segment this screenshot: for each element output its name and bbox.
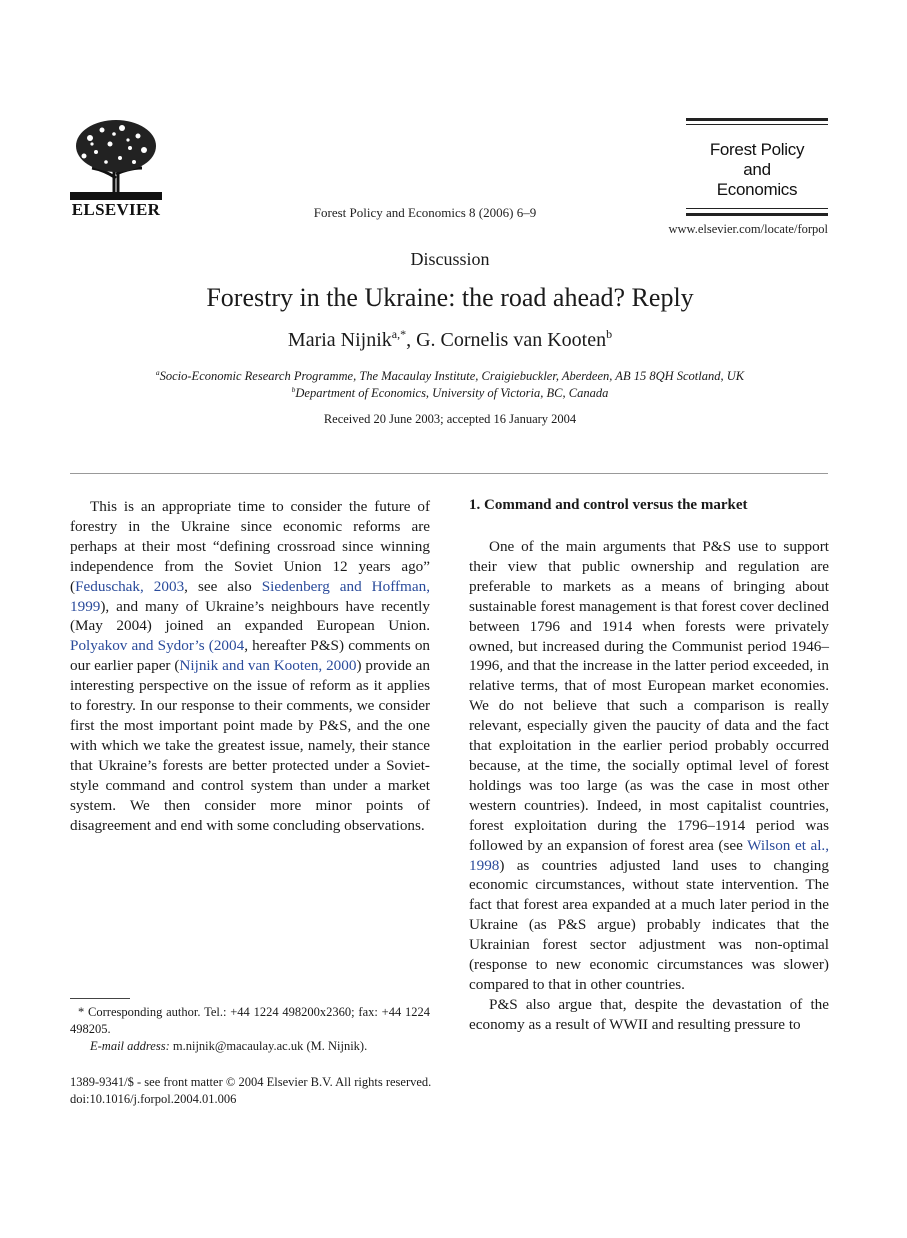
citation-link[interactable]: Polyakov and Sydor’s (2004 [70,637,245,655]
author-affiliation-mark: a,* [391,327,407,342]
header-divider [70,473,828,474]
journal-url-link[interactable]: www.elsevier.com/locate/forpol [668,222,828,236]
received-dates: Received 20 June 2003; accepted 16 January 2004 [323,412,577,426]
footnote [70,1004,430,1055]
body-paragraph: This is an appropriate time to consider the future of forestry in the Ukraine since economic reforms are perhaps at their most “defining crossroad since winning independence from the Soviet Union 12 years ago” (Feduschak, 2003, see also Siedenberg and Hoffman, 1999), and many of Ukraine’s neighbours have recently (May 2004) joined an expanded European Union. Polyakov and Sydor’s (2004, hereafter P&S) comments on our earlier paper (Nijnik and van Kooten, 2000) provide an interesting perspective on the issue of reform as it applies to forestry. In our response to their comments, we consider first the most important point made by P&S, and the one with which we take the greatest issue, namely, their stance that Ukraine’s forests are better protected under a Soviet-style command and control system than under a market system. We then consider more minor points of disagreement and end with some concluding observations. [70,498,431,834]
citation-link[interactable]: Wilson et al., 1998 [469,836,830,874]
citation-link[interactable]: Siedenberg and Hoffman, 1999 [70,577,430,615]
masthead-rule-top-thin [686,124,828,125]
affiliations [0,368,900,402]
doi-line[interactable]: doi:10.1016/j.forpol.2004.01.006 [70,1092,237,1106]
citation-link[interactable]: Feduschak, 2003 [75,577,185,595]
journal-masthead [686,118,828,218]
article-title: Forestry in the Ukraine: the road ahead? Reply [206,283,694,312]
author-affiliation-mark: b [606,327,613,342]
masthead-rule-bottom-thin [686,208,828,209]
footnote-divider [70,998,130,999]
left-column [70,497,430,835]
author-name: Maria Nijnik [287,329,392,351]
journal-title: Forest Policy and Economics [709,140,805,199]
masthead-rule-bottom [686,213,828,216]
author-name: G. Cornelis van Kooten [416,329,607,351]
journal-citation: Forest Policy and Economics 8 (2006) 6–9 [313,205,537,220]
email-link[interactable]: m.nijnik@macaulay.ac.uk (M. Nijnik). [172,1039,368,1053]
affiliation-a: $^a$Socio-Economic Research Programme, The Macaulay Institute, Craigiebuckler, Aberdeen, AB 15 8QH Scotland, UK [155,368,745,383]
right-column [469,537,829,1035]
article-type-label: Discussion [410,249,490,269]
body-paragraph: P&S also argue that, despite the devastation of the economy as a result of WWII and resulting pressure to [469,995,829,1033]
corresponding-author-note: * Corresponding author. Tel.: +44 1224 498200x2360; fax: +44 1224 498205. [70,1005,430,1036]
publisher-wordmark: ELSEVIER [71,200,161,219]
section-heading: 1. Command and control versus the market [469,497,748,513]
author-list: Maria Nijnik$^{a,*}$, G. Cornelis van Kooten$^b$ [287,327,613,351]
masthead-rule-top [686,118,828,121]
copyright-line: 1389-9341/$ - see front matter © 2004 Elsevier B.V. All rights reserved. [70,1075,432,1089]
affiliation-b: $^b$Department of Economics, University of Victoria, BC, Canada [291,385,609,400]
page-footer [70,1074,490,1108]
email-line: E-mail address: m.nijnik@macaulay.ac.uk (M. Nijnik). [90,1039,368,1053]
citation-link[interactable]: Nijnik and van Kooten, 2000 [179,657,357,675]
body-paragraph: One of the main arguments that P&S use to support their view that public ownership and regulation are preferable to markets as a means of bringing about sustainable forest management is that forest cover declined between 1796 and 1914 when forests were privately owned, but increased during the Communist period 1946–1996, and that the increase in the latter period exceeded, in relative terms, that of most European market economies. We do not believe that such a comparison is really relevant, especially given the paucity of data and the fact that exploitation in the earlier period probably occurred because, at the time, the socially optimal level of forest holdings was too large (as was the case in most other western countries). Indeed, in most capitalist countries, forest exploitation during the 1796–1914 period was followed by an expansion of forest area (see Wilson et al., 1998) as countries adjusted land uses to changing economic circumstances, without state intervention. The fact that forest area expanded at a much later period in the Ukraine (as P&S argue) probably indicates that the Ukrainian forest sector adjustment was non-optimal (response to new economic circumstances was slower) compared to that in other countries. [469,538,830,993]
